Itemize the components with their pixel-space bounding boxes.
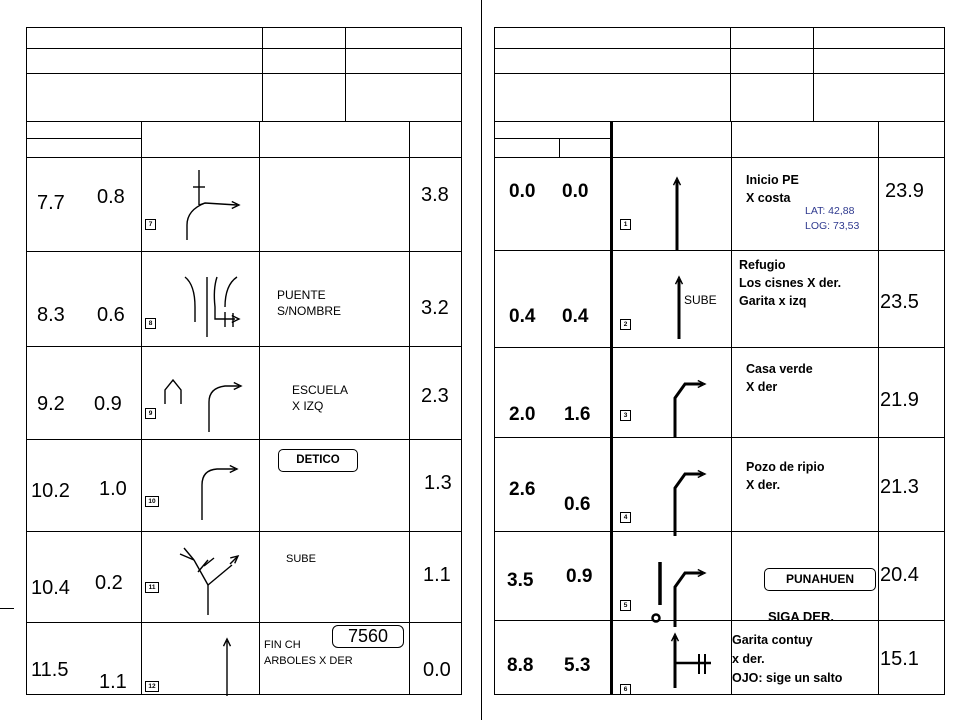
distance-partial: 0.9	[94, 393, 122, 415]
distance-regressive: 2.3	[421, 385, 449, 407]
distance-partial: 0.4	[562, 306, 589, 327]
distance-total: 7.7	[37, 192, 65, 214]
table-row	[27, 622, 461, 695]
info-badge: DETICO	[278, 449, 358, 472]
table-row	[495, 347, 944, 438]
distance-total: 8.8	[507, 655, 534, 676]
distance-partial: 5.3	[564, 655, 591, 676]
distance-regressive: 3.2	[421, 297, 449, 319]
info-text: PUENTE S/NOMBRE	[277, 288, 342, 318]
info-badge: 7560	[332, 625, 404, 648]
instruction-number: 7	[145, 219, 156, 230]
column-header	[495, 121, 944, 157]
turn-right-diagram	[177, 165, 247, 240]
turn-right-diagram	[663, 368, 713, 438]
distance-partial: 1.6	[564, 404, 591, 425]
fork-diagram	[174, 540, 249, 615]
distance-total: 10.2	[31, 480, 70, 502]
table-row	[495, 620, 944, 695]
distance-total: 2.6	[509, 479, 536, 500]
distance-partial: 0.6	[97, 304, 125, 326]
distance-regressive: 15.1	[880, 648, 919, 670]
distance-partial: 1.1	[99, 671, 127, 693]
info-text: SUBE	[286, 553, 316, 565]
table-row	[27, 531, 461, 623]
distance-partial: 0.8	[97, 186, 125, 208]
instruction-number: 6	[620, 684, 631, 695]
column-header	[27, 121, 461, 157]
instruction-number: 3	[620, 410, 631, 421]
table-row	[495, 157, 944, 250]
instruction-number: 10	[145, 496, 159, 507]
distance-regressive: 1.1	[423, 564, 451, 586]
roadbook-sheet-right	[494, 27, 945, 695]
climb-straight-diagram	[667, 269, 697, 339]
roadbook-sheet-left	[26, 27, 462, 695]
instruction-number: 5	[620, 600, 631, 611]
instruction-number: 4	[620, 512, 631, 523]
instruction-number: 11	[145, 582, 159, 593]
info-text: FIN CH ARBOLES X DER	[264, 639, 353, 667]
table-row	[27, 157, 461, 251]
distance-partial: 1.0	[99, 478, 127, 500]
distance-total: 0.4	[509, 306, 536, 327]
turn-right-diagram	[187, 455, 247, 525]
table-row	[495, 437, 944, 532]
distance-total: 2.0	[509, 404, 536, 425]
info-text: Pozo de ripio X der.	[746, 460, 825, 492]
table-row	[27, 346, 461, 440]
distance-total: 8.3	[37, 304, 65, 326]
distance-total: 10.4	[31, 577, 70, 599]
info-text: Refugio Los cisnes X der. Garita x izq	[739, 258, 842, 308]
instruction-number: 12	[145, 681, 159, 692]
info-text: ESCUELA X IZQ	[292, 383, 349, 413]
instruction-number: 2	[620, 319, 631, 330]
instruction-number: 8	[145, 318, 156, 329]
straight-diagram	[665, 172, 695, 252]
instruction-number: 9	[145, 408, 156, 419]
distance-total: 11.5	[31, 659, 69, 681]
school-turn-right-diagram	[159, 372, 249, 437]
straight-diagram	[212, 631, 242, 696]
distance-regressive: 21.9	[880, 389, 919, 411]
page-divider	[481, 0, 482, 720]
margin-tick	[0, 608, 14, 609]
distance-regressive: 23.5	[880, 291, 919, 313]
direction-label: SUBE	[684, 293, 717, 307]
info-text: Inicio PE X costa	[746, 173, 799, 205]
info-text: SIGA DER.	[768, 609, 834, 624]
turn-right-diagram	[663, 547, 718, 627]
table-row	[495, 250, 944, 348]
table-row	[27, 439, 461, 532]
distance-regressive: 0.0	[423, 659, 451, 681]
straight-jump-diagram	[663, 626, 723, 691]
distance-partial: 0.9	[566, 566, 593, 587]
distance-partial: 0.0	[562, 181, 589, 202]
distance-regressive: 1.3	[424, 472, 452, 494]
info-badge: PUNAHUEN	[764, 568, 876, 591]
table-row	[495, 531, 944, 624]
table-row	[27, 251, 461, 347]
coordinates-text: LAT: 42,88 LOG: 73,53	[805, 205, 860, 232]
distance-regressive: 21.3	[880, 476, 919, 498]
distance-total: 3.5	[507, 570, 534, 591]
instruction-number: 1	[620, 219, 631, 230]
distance-total: 0.0	[509, 181, 536, 202]
turn-right-diagram	[663, 456, 713, 536]
distance-partial: 0.6	[564, 494, 591, 515]
distance-regressive: 3.8	[421, 184, 449, 206]
distance-regressive: 23.9	[885, 180, 924, 202]
bridge-turn-right-diagram	[177, 267, 257, 342]
distance-total: 9.2	[37, 393, 65, 415]
info-text: Casa verde X der	[746, 362, 813, 394]
info-text: Garita contuy x der. OJO: sige un salto	[732, 633, 843, 685]
distance-regressive: 20.4	[880, 564, 919, 586]
distance-partial: 0.2	[95, 572, 123, 594]
